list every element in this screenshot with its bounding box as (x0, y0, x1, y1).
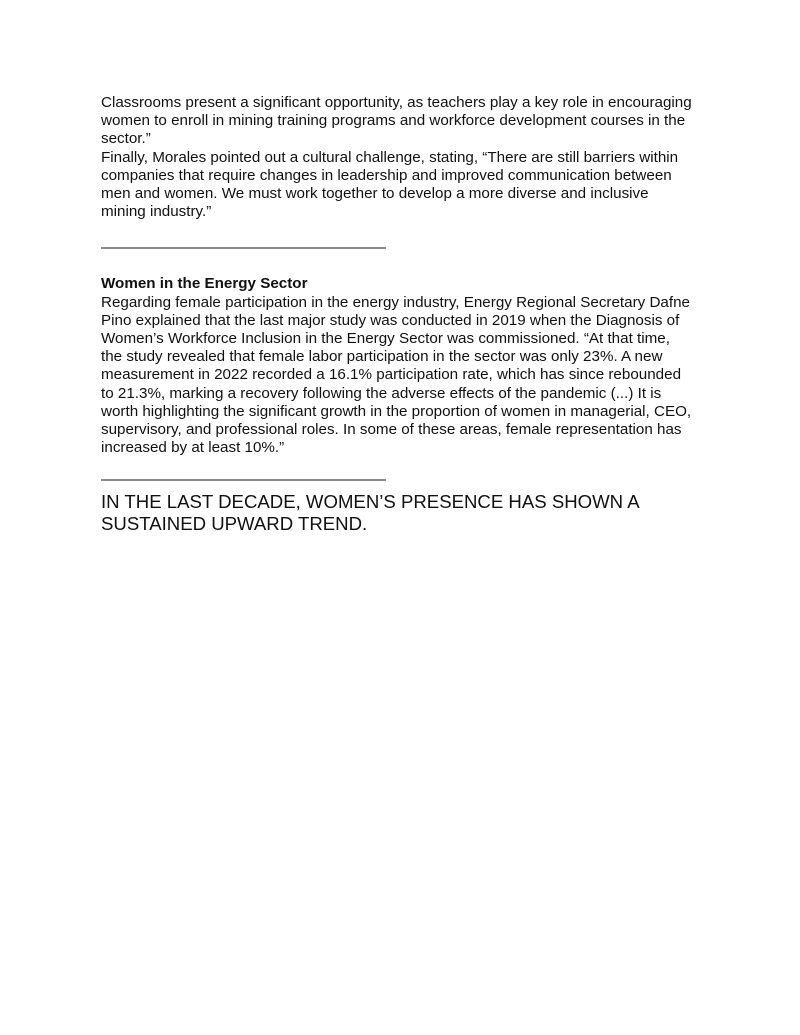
section-divider: ——————————————————— (101, 239, 386, 257)
callout-divider: ——————————————————— (101, 471, 386, 489)
document-page (101, 94, 711, 535)
section-heading: Women in the Energy Sector (101, 275, 308, 293)
section-paragraph-energy: Regarding female participation in the energy industry, Energy Regional Secretary Dafne Pino explained that the last major study was conducted in 2019 when the Diagnosis of Women’s Workforce Inclusion in the Energy Sector was commissioned. “At that time, the study revealed that female labor participation in the sector was only 23%. A new measurement in 2022 recorded a 16.1% participation rate, which has since rebounded to 21.3%, marking a recovery following the adverse effects of the pandemic (...) It is worth highlighting the significant growth in the proportion of women in managerial, CEO, supervisory, and professional roles. In some of these areas, female representation has increased by at least 10%.” (101, 293, 692, 457)
intro-paragraph-classrooms: Classrooms present a significant opportunity, as teachers play a key role in encouraging women to enroll in mining training programs and workforce development courses in the sector.” (101, 94, 692, 148)
intro-paragraph-morales: Finally, Morales pointed out a cultural challenge, stating, “There are still barriers within companies that require changes in leadership and improved communication between men and women. We must work together to develop a more diverse and inclusive mining industry.” (101, 148, 679, 221)
pull-quote-callout: IN THE LAST DECADE, WOMEN’S PRESENCE HAS SHOWN A SUSTAINED UPWARD TREND. (101, 491, 640, 535)
